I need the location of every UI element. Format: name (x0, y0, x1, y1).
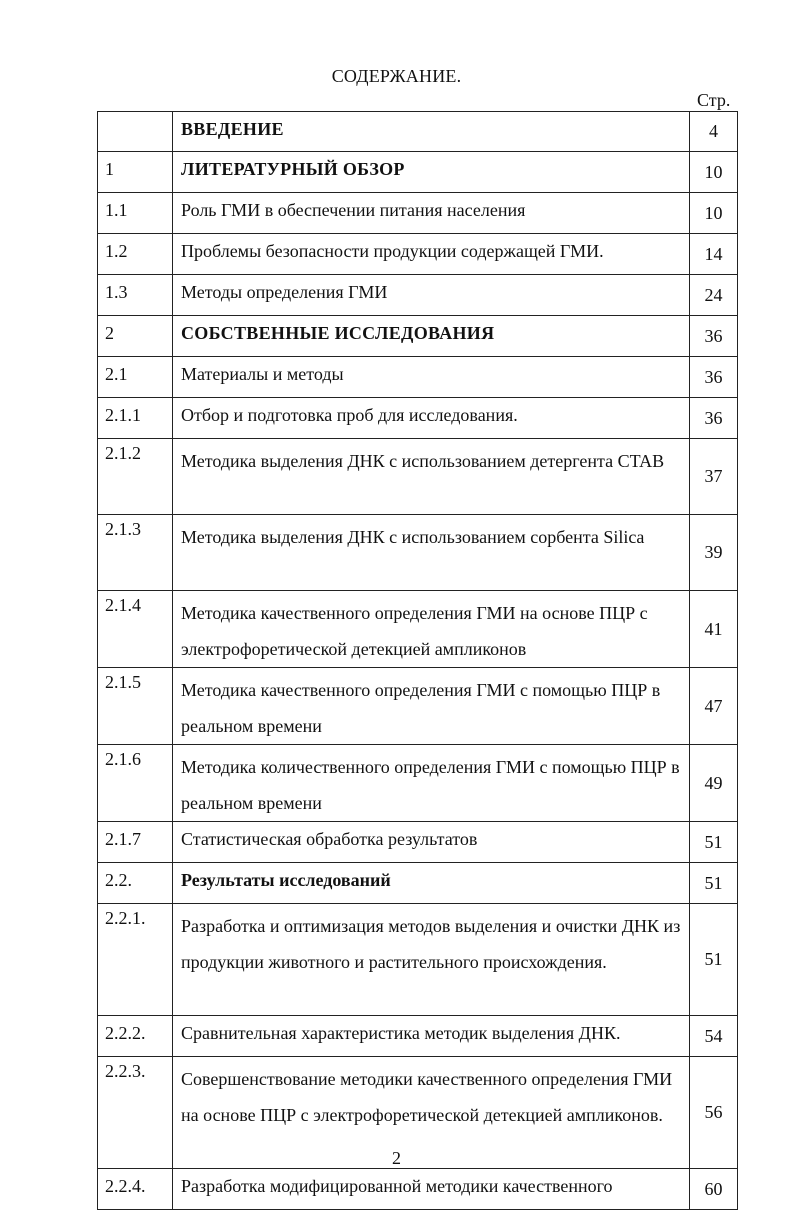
toc-page-number: 49 (690, 745, 738, 822)
toc-page-number: 36 (690, 357, 738, 398)
toc-page-number: 10 (690, 152, 738, 193)
toc-section-title: Роль ГМИ в обеспечении питания населения (173, 193, 690, 234)
toc-section-number: 2.1.7 (98, 822, 173, 863)
toc-section-number: 2.2.4. (98, 1169, 173, 1210)
table-row (98, 515, 738, 591)
page-number: 2 (392, 1148, 401, 1168)
table-row (98, 904, 738, 1016)
toc-section-number: 2.1.6 (98, 745, 173, 822)
toc-page-number: 56 (690, 1057, 738, 1169)
toc-section-title: Сравнительная характеристика методик выделения ДНК. (173, 1016, 690, 1057)
table-row (98, 745, 738, 822)
table-row (98, 193, 738, 234)
toc-section-title: Методика выделения ДНК с использованием детергента CTAB (173, 439, 690, 515)
toc-page-number: 51 (690, 822, 738, 863)
toc-section-title: Отбор и подготовка проб для исследования. (173, 398, 690, 439)
toc-page-number: 39 (690, 515, 738, 591)
toc-section-title: Методика выделения ДНК с использованием сорбента Silica (173, 515, 690, 591)
table-row (98, 1016, 738, 1057)
toc-section-number: 2.1.3 (98, 515, 173, 591)
toc-page-number: 36 (690, 316, 738, 357)
toc-section-number: 2.1.1 (98, 398, 173, 439)
table-row (98, 822, 738, 863)
toc-section-number: 2.1.5 (98, 668, 173, 745)
toc-page-number: 51 (690, 904, 738, 1016)
toc-section-number: 1.1 (98, 193, 173, 234)
toc-page-number: 47 (690, 668, 738, 745)
table-row (98, 591, 738, 668)
table-row (98, 316, 738, 357)
toc-section-title: Совершенствование методики качественного определения ГМИ на основе ПЦР с электрофоретической детекцией ампликонов. (173, 1057, 690, 1169)
toc-section-title: Статистическая обработка результатов (173, 822, 690, 863)
table-row (98, 112, 738, 152)
table-row (98, 863, 738, 904)
table-row (98, 398, 738, 439)
toc-page-number: 24 (690, 275, 738, 316)
table-row (98, 668, 738, 745)
toc-section-title: Методика количественного определения ГМИ с помощью ПЦР в реальном времени (173, 745, 690, 822)
toc-section-title: ВВЕДЕНИЕ (173, 112, 690, 152)
toc-section-number: 2.2. (98, 863, 173, 904)
toc-section-title: Результаты исследований (173, 863, 690, 904)
toc-section-number: 2.2.2. (98, 1016, 173, 1057)
table-row (98, 439, 738, 515)
toc-section-title: Проблемы безопасности продукции содержащей ГМИ. (173, 234, 690, 275)
toc-section-title: ЛИТЕРАТУРНЫЙ ОБЗОР (173, 152, 690, 193)
table-row (98, 234, 738, 275)
toc-section-number: 1.3 (98, 275, 173, 316)
page-column-label: Стр. (697, 90, 731, 110)
toc-page-number: 60 (690, 1169, 738, 1210)
toc-section-number (98, 112, 173, 152)
toc-section-title: Методика качественного определения ГМИ с помощью ПЦР в реальном времени (173, 668, 690, 745)
toc-page-number: 37 (690, 439, 738, 515)
toc-page-number: 4 (690, 112, 738, 152)
toc-page-number: 54 (690, 1016, 738, 1057)
toc-section-number: 2.1.2 (98, 439, 173, 515)
toc-section-number: 1 (98, 152, 173, 193)
table-row (98, 357, 738, 398)
table-row (98, 1169, 738, 1210)
toc-page-number: 41 (690, 591, 738, 668)
toc-section-title: Материалы и методы (173, 357, 690, 398)
toc-section-number: 2.1 (98, 357, 173, 398)
toc-page-number: 14 (690, 234, 738, 275)
toc-page-number: 36 (690, 398, 738, 439)
toc-section-number: 2.2.3. (98, 1057, 173, 1169)
document-title: СОДЕРЖАНИЕ. (331, 66, 462, 86)
toc-section-number: 2 (98, 316, 173, 357)
toc-page-number: 10 (690, 193, 738, 234)
toc-section-title: Разработка модифицированной методики качественного (173, 1169, 690, 1210)
table-row (98, 275, 738, 316)
toc-section-number: 2.2.1. (98, 904, 173, 1016)
toc-section-title: Методы определения ГМИ (173, 275, 690, 316)
toc-page-number: 51 (690, 863, 738, 904)
table-of-contents (97, 111, 738, 1210)
toc-section-number: 2.1.4 (98, 591, 173, 668)
toc-section-title: Разработка и оптимизация методов выделения и очистки ДНК из продукции животного и растительного происхождения. (173, 904, 690, 1016)
toc-section-title: СОБСТВЕННЫЕ ИССЛЕДОВАНИЯ (173, 316, 690, 357)
toc-section-number: 1.2 (98, 234, 173, 275)
table-row (98, 152, 738, 193)
toc-section-title: Методика качественного определения ГМИ на основе ПЦР с электрофоретической детекцией ампликонов (173, 591, 690, 668)
